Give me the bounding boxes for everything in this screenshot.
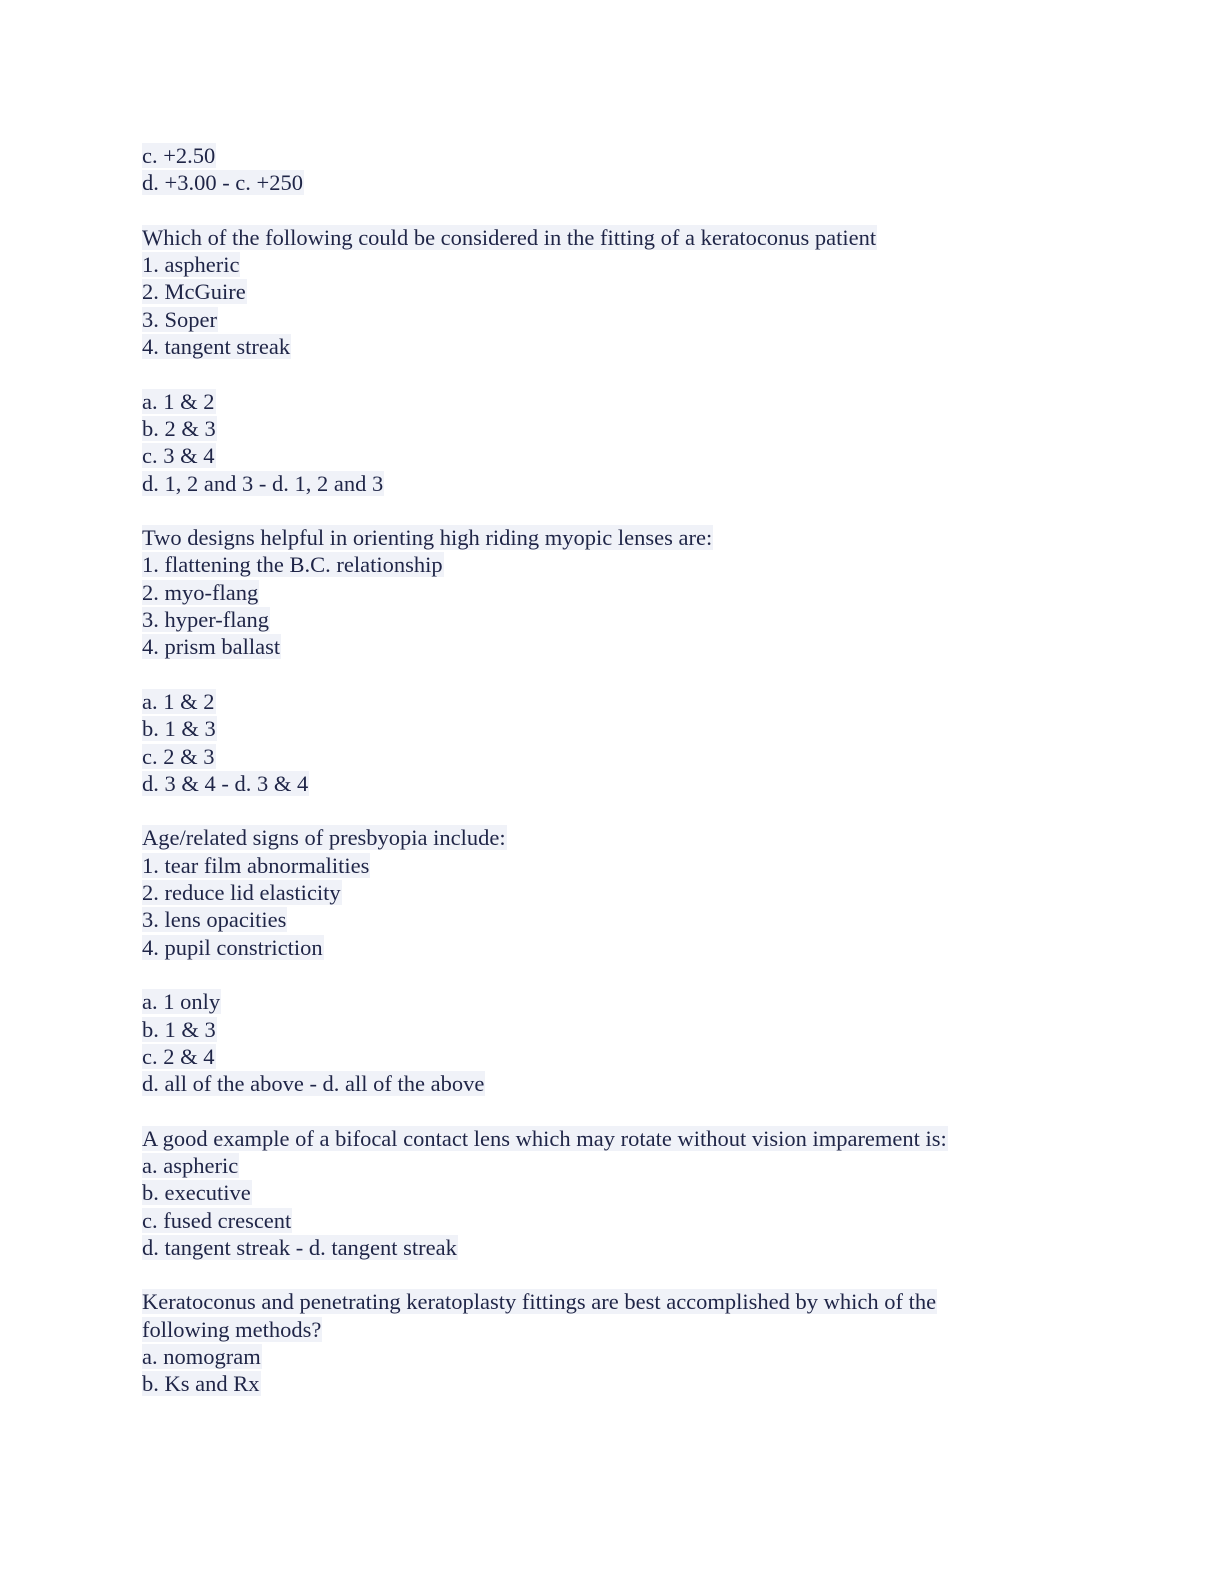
- question-text: Keratoconus and penetrating keratoplasty fittings are best accomplished by which of the: [142, 1289, 937, 1315]
- answer-option: c. fused crescent: [142, 1207, 292, 1233]
- answer-option: a. nomogram: [142, 1344, 261, 1370]
- text-line: 2. McGuire: [142, 279, 246, 305]
- text-line: 3. lens opacities: [142, 907, 287, 933]
- text-line: 4. pupil constriction: [142, 934, 323, 960]
- answer-option: b. 1 & 3: [142, 1016, 216, 1042]
- answer-option: b. 1 & 3: [142, 716, 216, 742]
- question-text: Two designs helpful in orienting high riding myopic lenses are:: [142, 525, 713, 551]
- answer-option: a. 1 only: [142, 989, 221, 1015]
- paragraph-gap: [142, 797, 1102, 824]
- text-line: 1. flattening the B.C. relationship: [142, 552, 443, 578]
- paragraph-gap: [142, 497, 1102, 524]
- question-text: Age/related signs of presbyopia include:: [142, 825, 506, 851]
- answer-option: d. 3 & 4 - d. 3 & 4: [142, 770, 309, 796]
- question-text: Which of the following could be considered in the fitting of a keratoconus patient: [142, 224, 877, 250]
- answer-option: b. executive: [142, 1180, 251, 1206]
- text-line: 4. tangent streak: [142, 334, 291, 360]
- paragraph-gap: [142, 1097, 1102, 1124]
- answer-option: a. 1 & 2: [142, 688, 215, 714]
- text-line: 1. tear film abnormalities: [142, 852, 370, 878]
- text-line: d. +3.00 - c. +250: [142, 170, 303, 196]
- paragraph-gap: [142, 961, 1102, 988]
- answer-option: d. tangent streak - d. tangent streak: [142, 1234, 457, 1260]
- text-line: 2. reduce lid elasticity: [142, 880, 341, 906]
- answer-option: a. aspheric: [142, 1152, 239, 1178]
- answer-option: c. 3 & 4: [142, 443, 215, 469]
- answer-option: c. 2 & 4: [142, 1043, 215, 1069]
- answer-option: d. all of the above - d. all of the above: [142, 1071, 485, 1097]
- text-line: 2. myo-flang: [142, 579, 259, 605]
- answer-option: a. 1 & 2: [142, 388, 215, 414]
- answer-option: b. Ks and Rx: [142, 1371, 260, 1397]
- paragraph-gap: [142, 1261, 1102, 1288]
- question-text: following methods?: [142, 1316, 322, 1342]
- question-text: A good example of a bifocal contact lens which may rotate without vision imparement is:: [142, 1125, 947, 1151]
- text-line: 3. hyper-flang: [142, 607, 270, 633]
- answer-option: d. 1, 2 and 3 - d. 1, 2 and 3: [142, 470, 384, 496]
- text-line: 3. Soper: [142, 306, 217, 332]
- text-line: 4. prism ballast: [142, 634, 281, 660]
- answer-option: c. 2 & 3: [142, 743, 215, 769]
- text-line: c. +2.50: [142, 143, 216, 168]
- answer-option: b. 2 & 3: [142, 415, 216, 441]
- document-body: [142, 142, 1102, 1398]
- paragraph-gap: [142, 197, 1102, 224]
- paragraph-gap: [142, 661, 1102, 688]
- text-line: 1. aspheric: [142, 252, 240, 278]
- paragraph-gap: [142, 360, 1102, 387]
